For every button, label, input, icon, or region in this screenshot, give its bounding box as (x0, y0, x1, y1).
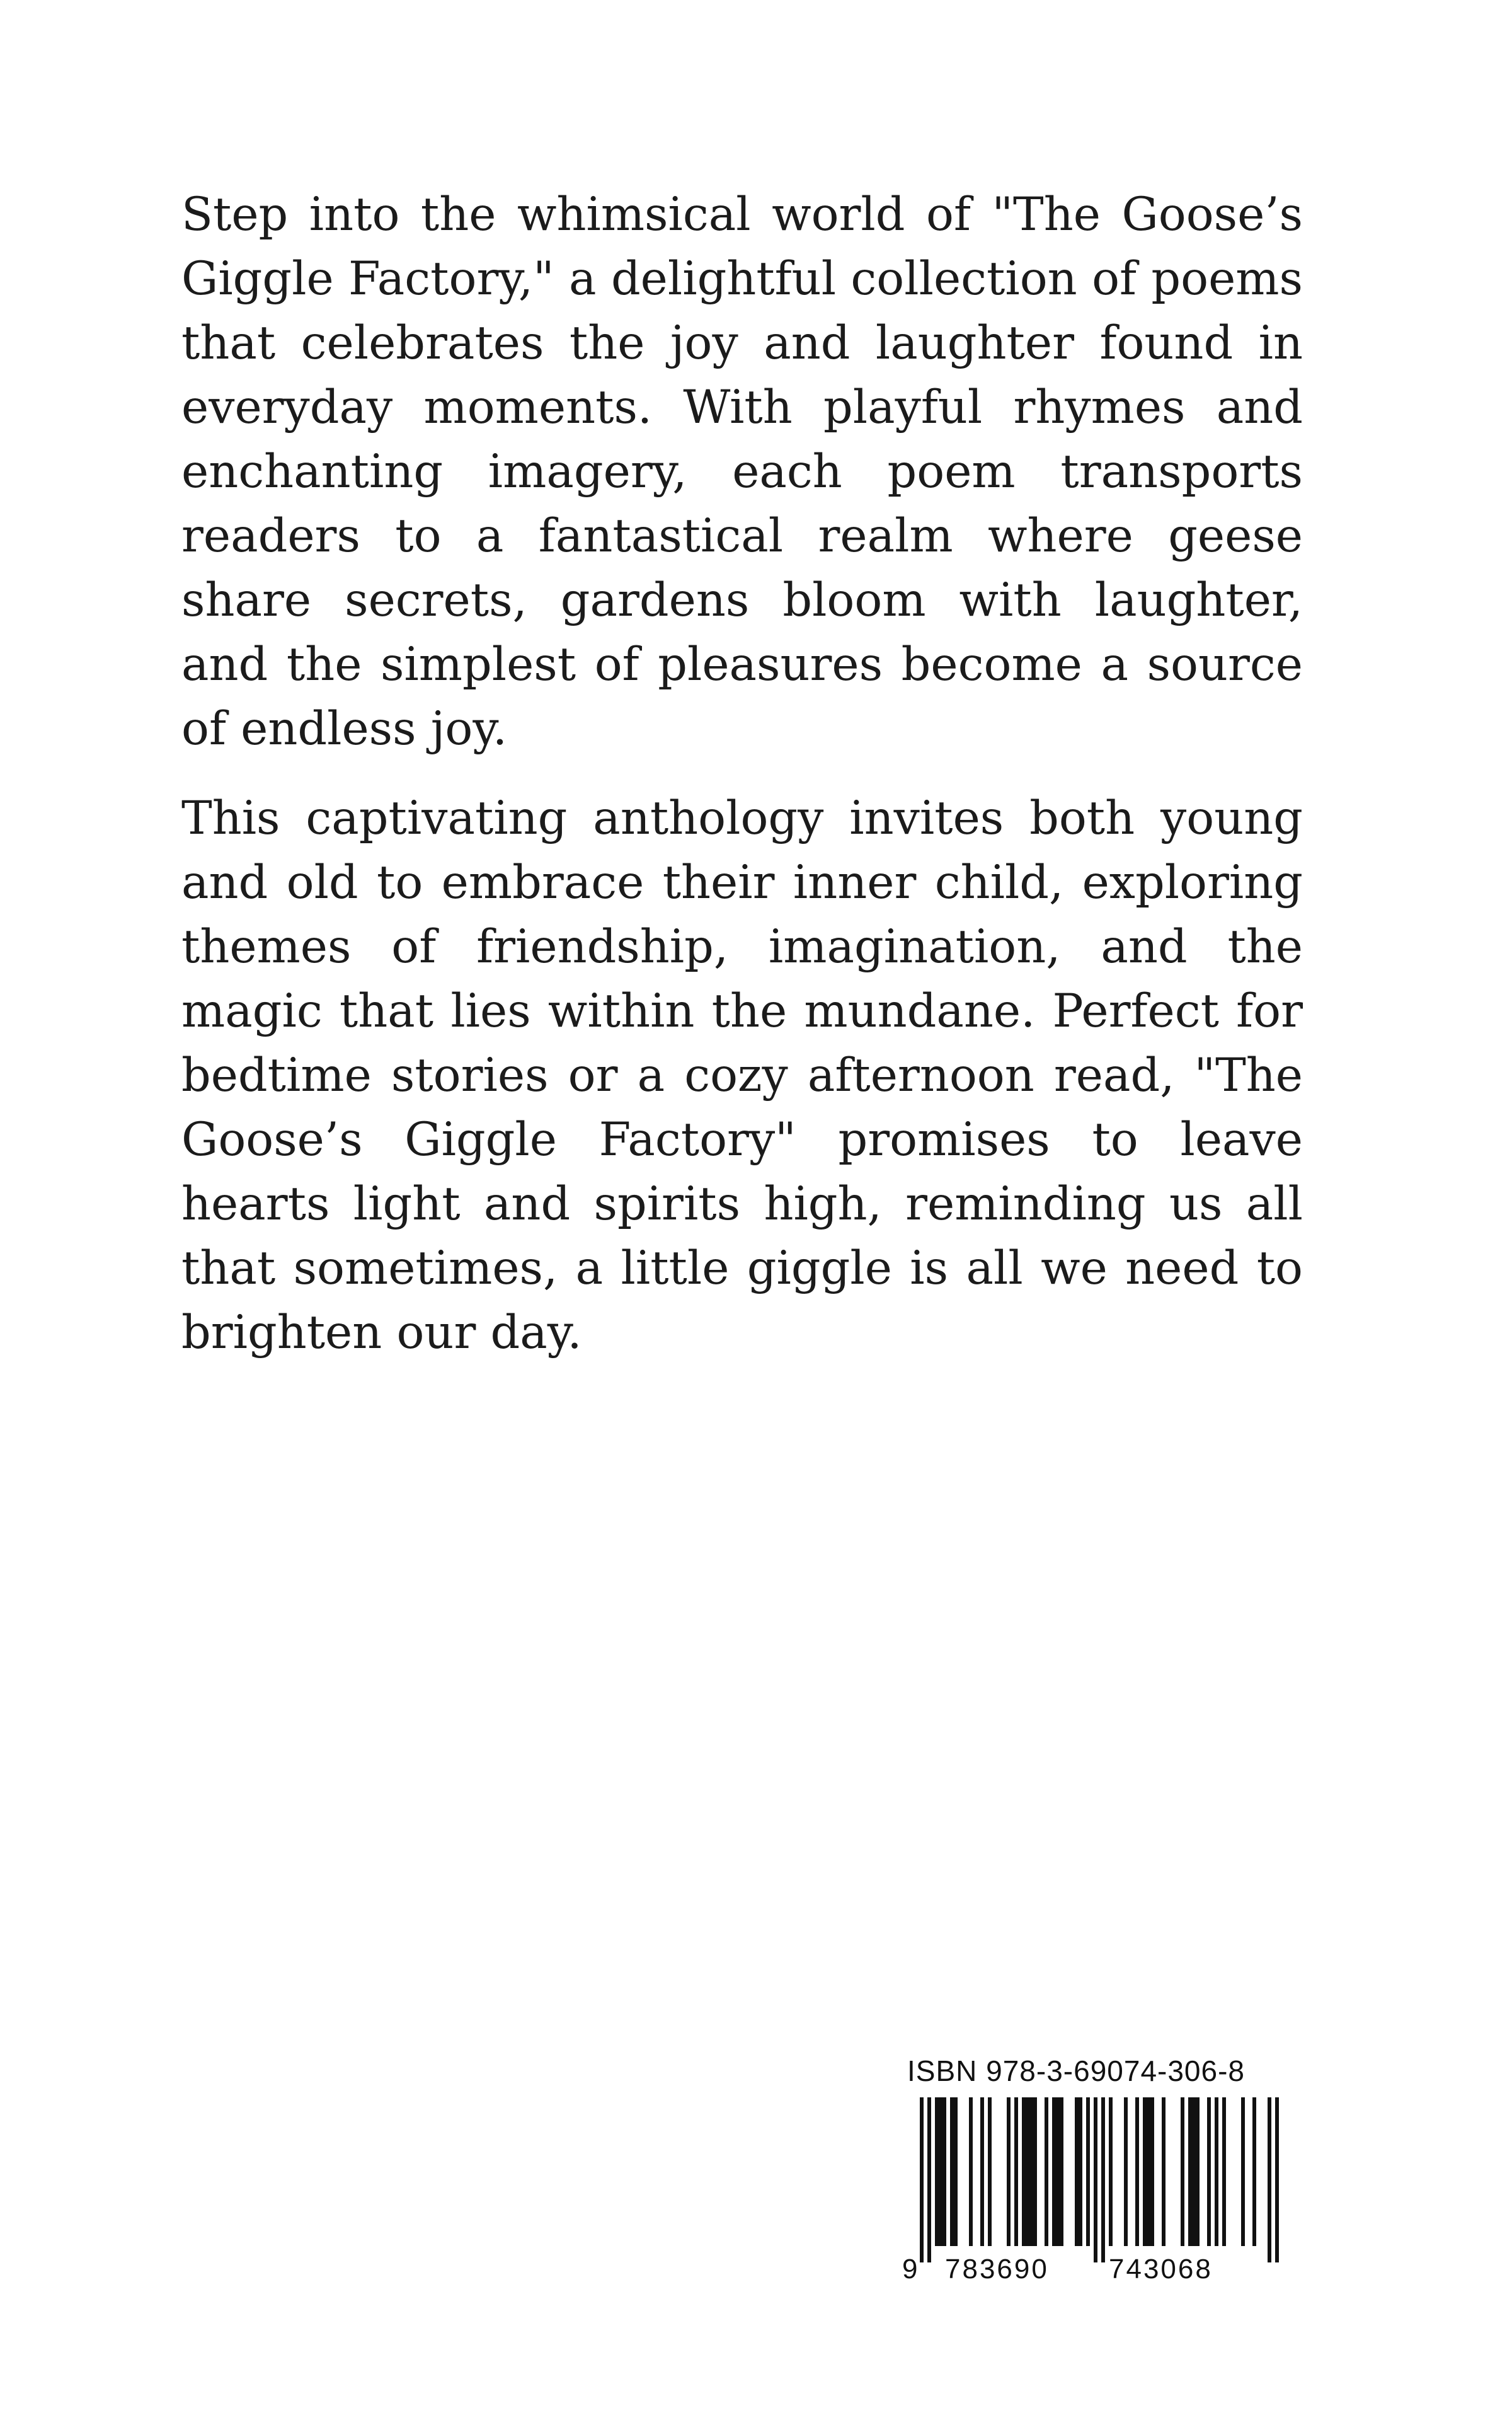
barcode-bar (1079, 2097, 1082, 2246)
barcode-guard-bar (920, 2097, 924, 2262)
barcode-bar (1033, 2097, 1037, 2246)
barcode-bar (988, 2097, 992, 2246)
barcode-bar (1215, 2097, 1218, 2246)
barcode-bar (1007, 2097, 1011, 2246)
barcode-bar (950, 2097, 954, 2246)
isbn-barcode-block (882, 2053, 1310, 2285)
barcode-bar (1014, 2097, 1018, 2246)
barcode-bar (1052, 2097, 1056, 2246)
barcode-bar (1196, 2097, 1200, 2246)
barcode-bar (1026, 2097, 1029, 2246)
barcode-bar (1181, 2097, 1184, 2246)
barcode-bar (1029, 2097, 1033, 2246)
barcode-digits-left: 783690 (945, 2254, 1049, 2285)
barcode-bar (1188, 2097, 1192, 2246)
barcode-digits-right: 743068 (1109, 2254, 1213, 2285)
barcode-guard-bar (1101, 2097, 1105, 2262)
barcode-bar (935, 2097, 939, 2246)
barcode-bar (980, 2097, 984, 2246)
barcode-bar (1252, 2097, 1256, 2246)
barcode-guard-bar (1275, 2097, 1279, 2262)
barcode-digit-lead: 9 (902, 2254, 918, 2285)
barcode-bar (1056, 2097, 1060, 2246)
barcode-bar (1147, 2097, 1150, 2246)
barcode-bar (1075, 2097, 1079, 2246)
barcode-bar (1162, 2097, 1166, 2246)
barcode-bar (1192, 2097, 1196, 2246)
barcode-bar (969, 2097, 973, 2246)
barcode-guard-bar (927, 2097, 931, 2262)
barcode-bar (954, 2097, 958, 2246)
barcode-bar (939, 2097, 942, 2246)
isbn-label: ISBN 978-3-69074-306-8 (907, 2054, 1245, 2087)
barcode-bar (1086, 2097, 1090, 2246)
barcode-bar (1109, 2097, 1113, 2246)
barcode-guard-bar (1094, 2097, 1097, 2262)
blurb-text (181, 183, 1303, 1390)
barcode-bar (1060, 2097, 1063, 2246)
barcode-guard-bar (1268, 2097, 1271, 2262)
barcode-bar (1207, 2097, 1211, 2246)
barcode-bar (1143, 2097, 1147, 2246)
barcode-bar (1124, 2097, 1128, 2246)
barcode-bar (1045, 2097, 1048, 2246)
barcode-bar (1135, 2097, 1139, 2246)
barcode-bar (1022, 2097, 1026, 2246)
blurb-paragraph-2: This captivating anthology invites both young and old to embrace their inner child, exploring themes of friendship, imagination, and the magic that lies within the mundane. Perfect for bedtime stories or a cozy afternoon read, "The Goose’s Giggle Factory" promises to leave hearts light and spirits high, reminding us all that sometimes, a little giggle is all we need to brighten our day. (181, 792, 1303, 1359)
barcode-bar (1222, 2097, 1226, 2246)
barcode-digits (882, 2254, 1310, 2285)
blurb-paragraph-1: Step into the whimsical world of "The Goose’s Giggle Factory," a delightful collection of poems that celebrates the joy and laughter found in everyday moments. With playful rhymes and enchanting imagery, each poem transports readers to a fantastical realm where geese share secrets, gardens bloom with laughter, and the simplest of pleasures become a source of endless joy. (181, 188, 1303, 756)
barcode-bar (1150, 2097, 1154, 2246)
barcode-bar (1241, 2097, 1245, 2246)
barcode-image (882, 2097, 1310, 2267)
barcode-bar (942, 2097, 946, 2246)
